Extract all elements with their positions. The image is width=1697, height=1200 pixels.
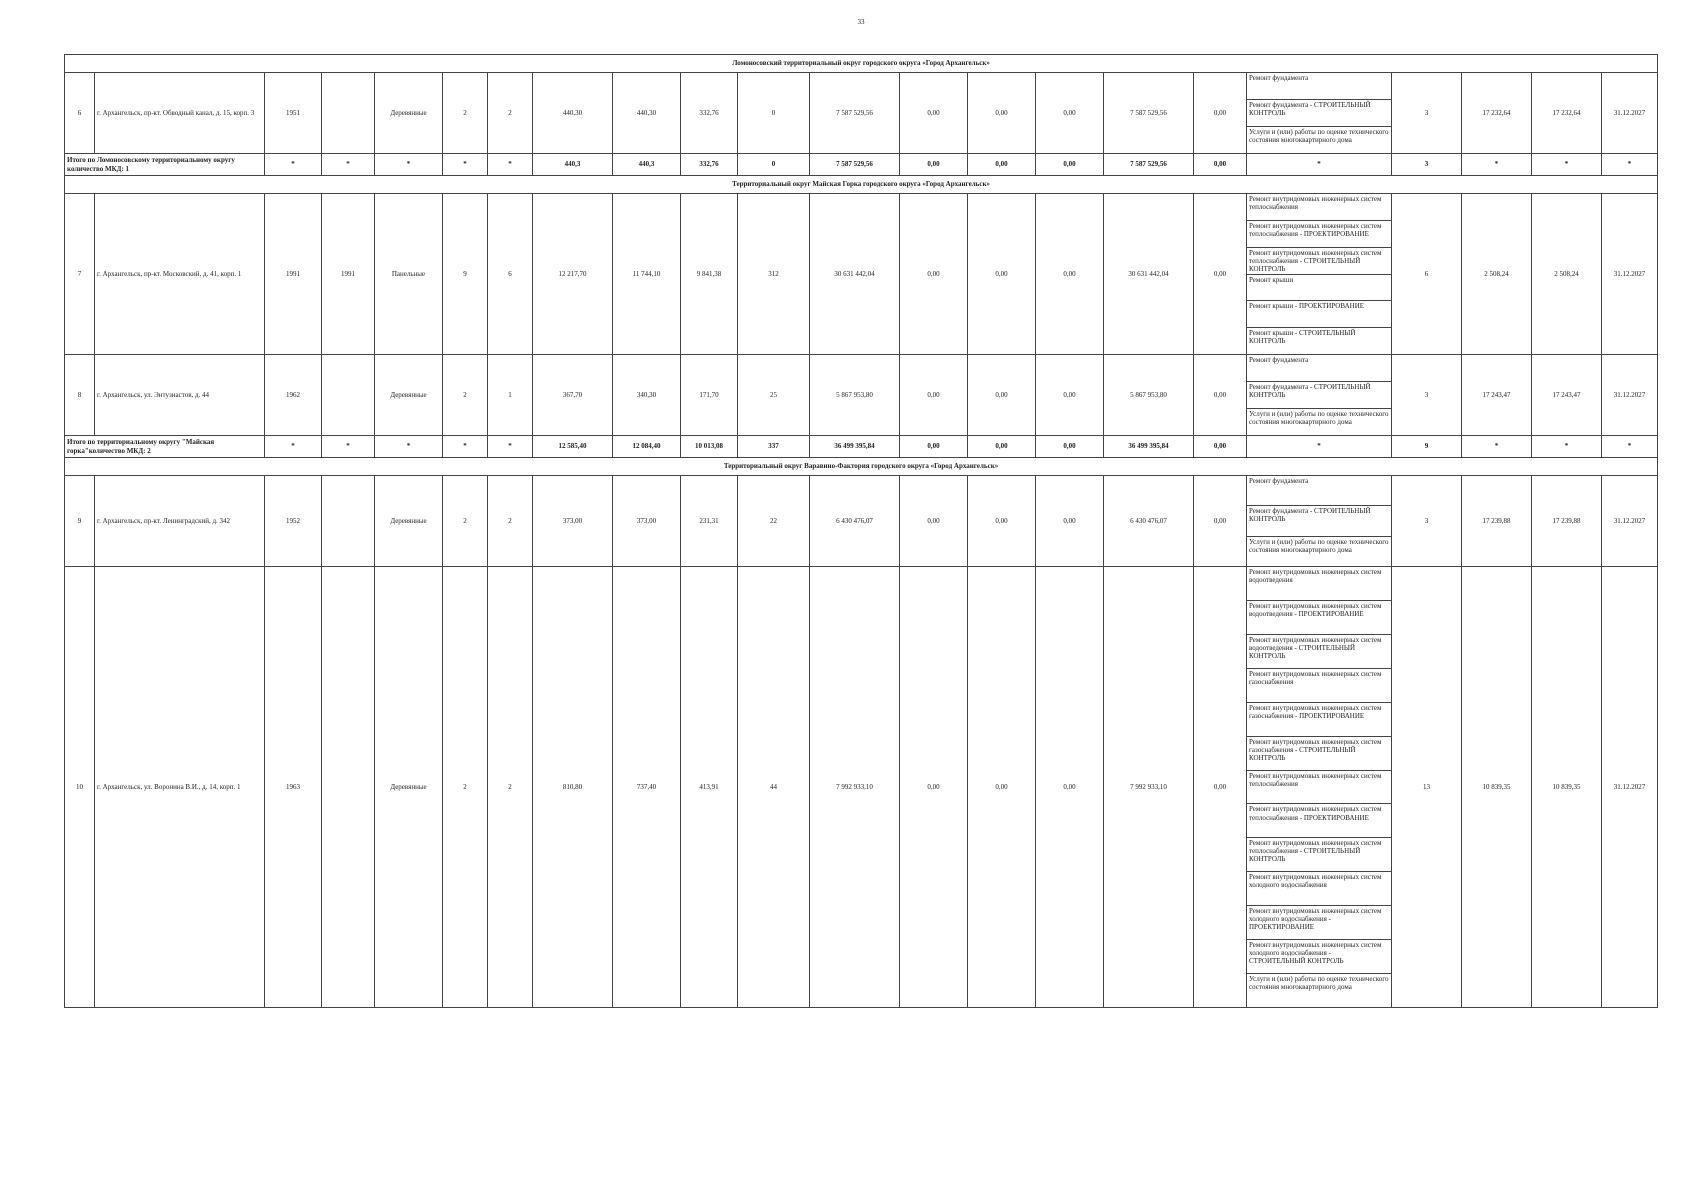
table-row [65,567,1658,1008]
cell-num: 10 [65,567,95,1008]
cell-cost-total: 7 587 529,56 [810,73,900,154]
cell-address: г. Архангельск, ул. Воронина В.И., д. 14, корп. 1 [95,567,265,1008]
cell-area-residential: 9 841,38 [681,194,738,355]
table-row [65,73,1658,154]
cell-cost-total: 5 867 953,80 [810,355,900,436]
cell-floors: 2 [443,567,488,1008]
total-area-premises: 12 084,40 [613,436,681,458]
work-item: Ремонт внутридомовых инженерных систем теплоснабжения - ПРОЕКТИРОВАНИЕ [1247,221,1391,248]
cell-area-residential: 413,91 [681,567,738,1008]
cell-limit-cost: 2 508,24 [1532,194,1602,355]
total-c3: * [375,154,443,176]
cell-f5: 0,00 [1194,355,1247,436]
cell-deadline: 31.12.2027 [1602,73,1658,154]
total-f4: 7 587 529,56 [1104,154,1194,176]
total-works-count: 9 [1392,436,1462,458]
cell-wall: Деревянные [375,73,443,154]
cell-f3: 0,00 [1036,73,1104,154]
total-f2: 0,00 [968,436,1036,458]
total-area-residential: 332,76 [681,154,738,176]
cell-f5: 0,00 [1194,73,1247,154]
work-item: Ремонт крыши - ПРОЕКТИРОВАНИЕ [1247,301,1391,328]
total-f1: 0,00 [900,436,968,458]
total-cost-total: 7 587 529,56 [810,154,900,176]
cell-num: 8 [65,355,95,436]
works-list [1247,476,1392,567]
cell-area-premises: 440,30 [613,73,681,154]
work-item: Ремонт фундамента - СТРОИТЕЛЬНЫЙ КОНТРОЛЬ [1247,506,1391,536]
cell-num: 7 [65,194,95,355]
cell-residents: 44 [738,567,810,1008]
total-c3: * [375,436,443,458]
cell-f1: 0,00 [900,476,968,567]
section-header-row [65,176,1658,194]
cell-deadline: 31.12.2027 [1602,194,1658,355]
cell-wall: Деревянные [375,476,443,567]
cell-wall: Панельные [375,194,443,355]
cell-f1: 0,00 [900,355,968,436]
works-list [1247,194,1392,355]
cell-area-residential: 231,31 [681,476,738,567]
work-item: Ремонт внутридомовых инженерных систем водоотведения [1247,567,1391,601]
cell-area-premises: 373,00 [613,476,681,567]
cell-floors: 2 [443,73,488,154]
cell-limit-cost: 17 243,47 [1532,355,1602,436]
total-works: * [1247,154,1392,176]
work-item: Услуги и (или) работы по оценке технического состояния многоквартирного дома [1249,410,1389,427]
total-works: * [1247,436,1392,458]
total-label: Итого по Ломоносовскому территориальному округу количество МКД: 1 [65,154,265,176]
cell-cost-total: 30 631 442,04 [810,194,900,355]
cell-deadline: 31.12.2027 [1602,476,1658,567]
work-item: Ремонт внутридомовых инженерных систем теплоснабжения [1247,771,1391,805]
work-item: Ремонт фундамента - СТРОИТЕЛЬНЫЙ КОНТРОЛЬ [1247,100,1391,127]
cell-num: 9 [65,476,95,567]
cell-year-built: 1962 [265,355,322,436]
cell-entrances: 6 [488,194,533,355]
cell-works-count: 13 [1392,567,1462,1008]
cell-floors: 2 [443,476,488,567]
total-area-total: 12 585,40 [533,436,613,458]
section-header-row [65,458,1658,476]
cell-area-premises: 340,30 [613,355,681,436]
cell-f4: 30 631 442,04 [1104,194,1194,355]
section-header-row [65,55,1658,73]
total-residents: 337 [738,436,810,458]
cell-works-count: 3 [1392,73,1462,154]
total-f4: 36 499 395,84 [1104,436,1194,458]
cell-num: 6 [65,73,95,154]
cell-residents: 25 [738,355,810,436]
cell-limit-cost: 17 239,88 [1532,476,1602,567]
cell-f3: 0,00 [1036,194,1104,355]
cell-entrances: 1 [488,355,533,436]
cell-deadline: 31.12.2027 [1602,355,1658,436]
cell-residents: 22 [738,476,810,567]
total-label: Итого по территориальному округу "Майская горка"количество МКД: 2 [65,436,265,458]
total-area-premises: 440,3 [613,154,681,176]
total-deadline: * [1602,154,1658,176]
work-item: Ремонт внутридомовых инженерных систем газоснабжения - СТРОИТЕЛЬНЫЙ КОНТРОЛЬ [1247,737,1391,771]
cell-f3: 0,00 [1036,567,1104,1008]
cell-address: г. Архангельск, пр-кт. Обводный канал, д. 15, корп. 3 [95,73,265,154]
work-item: Ремонт крыши - СТРОИТЕЛЬНЫЙ КОНТРОЛЬ [1249,329,1356,346]
cell-f2: 0,00 [968,476,1036,567]
cell-residents: 0 [738,73,810,154]
total-area-total: 440,3 [533,154,613,176]
total-c4: * [443,436,488,458]
cell-year-built: 1963 [265,567,322,1008]
work-item: Ремонт внутридомовых инженерных систем теплоснабжения - СТРОИТЕЛЬНЫЙ КОНТРОЛЬ [1247,838,1391,872]
work-item: Ремонт внутридомовых инженерных систем водоотведения - ПРОЕКТИРОВАНИЕ [1247,601,1391,635]
cell-wall: Деревянные [375,567,443,1008]
cell-floors: 9 [443,194,488,355]
cell-entrances: 2 [488,567,533,1008]
section-title: Территориальный округ Майская Горка городского округа «Город Архангельск» [65,176,1658,194]
work-item: Ремонт внутридомовых инженерных систем водоотведения - СТРОИТЕЛЬНЫЙ КОНТРОЛЬ [1247,635,1391,669]
total-limit-cost: * [1532,436,1602,458]
works-list [1247,73,1392,154]
total-row [65,436,1658,458]
cell-f4: 5 867 953,80 [1104,355,1194,436]
cell-unit-cost: 10 839,35 [1462,567,1532,1008]
cell-cost-total: 7 992 933,10 [810,567,900,1008]
cell-entrances: 2 [488,476,533,567]
total-c2: * [322,154,375,176]
table-row [65,355,1658,436]
work-item: Ремонт внутридомовых инженерных систем холодного водоснабжения - СТРОИТЕЛЬНЫЙ КОНТРОЛЬ [1247,940,1391,974]
work-item: Ремонт фундамента [1247,476,1391,506]
cell-year-built: 1952 [265,476,322,567]
work-item: Ремонт внутридомовых инженерных систем теплоснабжения - СТРОИТЕЛЬНЫЙ КОНТРОЛЬ [1247,248,1391,275]
total-f2: 0,00 [968,154,1036,176]
cell-address: г. Архангельск, пр-кт. Ленинградский, д. 342 [95,476,265,567]
total-f3: 0,00 [1036,436,1104,458]
table-row [65,194,1658,355]
work-item: Ремонт фундамента - СТРОИТЕЛЬНЫЙ КОНТРОЛЬ [1247,382,1391,409]
cell-area-residential: 171,70 [681,355,738,436]
total-limit-cost: * [1532,154,1602,176]
cell-area-total: 373,00 [533,476,613,567]
work-item: Ремонт фундамента [1247,73,1391,100]
page-number: 33 [857,18,865,26]
total-c2: * [322,436,375,458]
section-title: Ломоносовский территориальный округ городского округа «Город Архангельск» [65,55,1658,73]
cell-f3: 0,00 [1036,476,1104,567]
total-deadline: * [1602,436,1658,458]
cell-works-count: 3 [1392,355,1462,436]
cell-area-premises: 11 744,10 [613,194,681,355]
cell-area-residential: 332,76 [681,73,738,154]
cell-entrances: 2 [488,73,533,154]
works-list [1247,567,1392,1008]
cell-year-reno [322,73,375,154]
total-c1: * [265,154,322,176]
cell-year-built: 1991 [265,194,322,355]
work-item: Ремонт внутридомовых инженерных систем теплоснабжения [1247,194,1391,221]
cell-year-reno [322,476,375,567]
cell-limit-cost: 17 232,64 [1532,73,1602,154]
total-c1: * [265,436,322,458]
work-item: Ремонт внутридомовых инженерных систем холодного водоснабжения - ПРОЕКТИРОВАНИЕ [1247,906,1391,940]
capital-repair-register-table [64,54,1658,1008]
total-row [65,154,1658,176]
cell-address: г. Архангельск, пр-кт. Московский, д. 41, корп. 1 [95,194,265,355]
cell-works-count: 3 [1392,476,1462,567]
total-unit-cost: * [1462,154,1532,176]
total-f5: 0,00 [1194,436,1247,458]
total-f3: 0,00 [1036,154,1104,176]
cell-address: г. Архангельск, ул. Энтузиастов, д. 44 [95,355,265,436]
cell-deadline: 31.12.2027 [1602,567,1658,1008]
cell-f2: 0,00 [968,567,1036,1008]
cell-unit-cost: 17 239,88 [1462,476,1532,567]
cell-year-built: 1951 [265,73,322,154]
cell-f5: 0,00 [1194,194,1247,355]
table-row [65,476,1658,567]
total-unit-cost: * [1462,436,1532,458]
cell-unit-cost: 17 243,47 [1462,355,1532,436]
cell-f2: 0,00 [968,355,1036,436]
cell-area-total: 440,30 [533,73,613,154]
section-title: Территориальный округ Варавино-Фактория городского округа «Город Архангельск» [65,458,1658,476]
work-item: Ремонт крыши [1247,275,1391,302]
total-f1: 0,00 [900,154,968,176]
cell-year-reno: 1991 [322,194,375,355]
works-list [1247,355,1392,436]
cell-unit-cost: 17 232,64 [1462,73,1532,154]
work-item: Ремонт внутридомовых инженерных систем теплоснабжения - ПРОЕКТИРОВАНИЕ [1247,804,1391,838]
cell-year-reno [322,355,375,436]
work-item: Услуги и (или) работы по оценке технического состояния многоквартирного дома [1249,537,1389,554]
total-c4: * [443,154,488,176]
cell-f3: 0,00 [1036,355,1104,436]
total-residents: 0 [738,154,810,176]
cell-area-total: 367,70 [533,355,613,436]
total-c5: * [488,154,533,176]
work-item: Ремонт внутридомовых инженерных систем газоснабжения - ПРОЕКТИРОВАНИЕ [1247,703,1391,737]
cell-area-premises: 737,40 [613,567,681,1008]
cell-limit-cost: 10 839,35 [1532,567,1602,1008]
work-item: Ремонт внутридомовых инженерных систем холодного водоснабжения [1247,872,1391,906]
total-cost-total: 36 499 395,84 [810,436,900,458]
work-item: Услуги и (или) работы по оценке технического состояния многоквартирного дома [1249,128,1389,145]
cell-f4: 7 992 933,10 [1104,567,1194,1008]
cell-f5: 0,00 [1194,476,1247,567]
cell-year-reno [322,567,375,1008]
cell-f2: 0,00 [968,73,1036,154]
cell-cost-total: 6 430 476,07 [810,476,900,567]
cell-floors: 2 [443,355,488,436]
work-item: Ремонт фундамента [1247,355,1391,382]
cell-works-count: 6 [1392,194,1462,355]
cell-f1: 0,00 [900,194,968,355]
cell-f1: 0,00 [900,567,968,1008]
cell-residents: 312 [738,194,810,355]
cell-area-total: 810,80 [533,567,613,1008]
total-works-count: 3 [1392,154,1462,176]
cell-f4: 7 587 529,56 [1104,73,1194,154]
cell-wall: Деревянные [375,355,443,436]
cell-unit-cost: 2 508,24 [1462,194,1532,355]
work-item: Услуги и (или) работы по оценке технического состояния многоквартирного дома [1249,975,1389,992]
cell-f4: 6 430 476,07 [1104,476,1194,567]
total-area-residential: 10 013,08 [681,436,738,458]
cell-f2: 0,00 [968,194,1036,355]
cell-f1: 0,00 [900,73,968,154]
cell-f5: 0,00 [1194,567,1247,1008]
work-item: Ремонт внутридомовых инженерных систем газоснабжения [1247,669,1391,703]
cell-area-total: 12 217,70 [533,194,613,355]
total-f5: 0,00 [1194,154,1247,176]
total-c5: * [488,436,533,458]
